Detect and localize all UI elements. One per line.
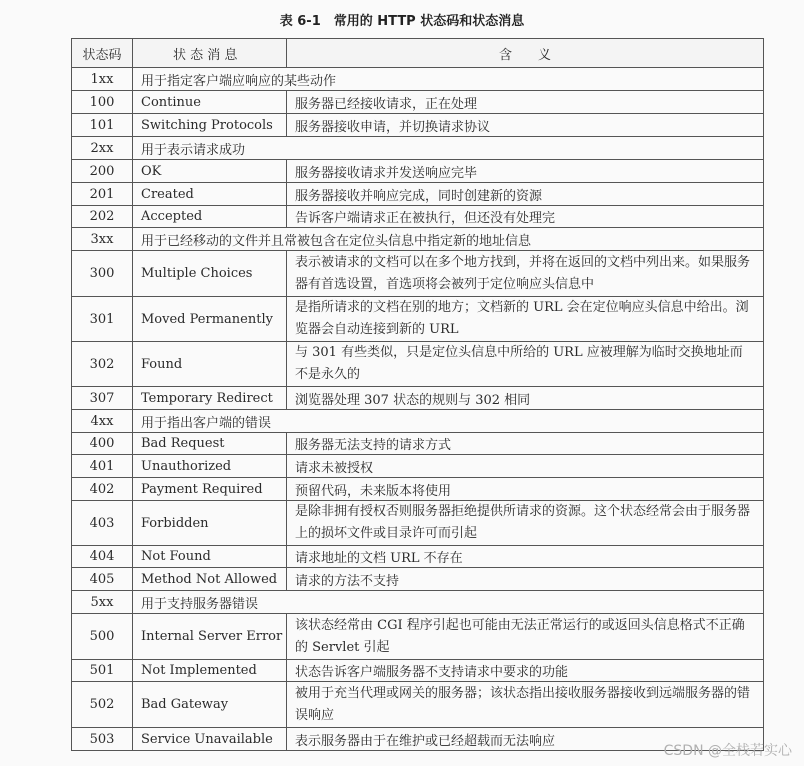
status-code-cell: 100 [72, 91, 133, 114]
header-meaning: 含 义 [287, 39, 764, 68]
status-code-cell: 402 [72, 478, 133, 501]
table-row [72, 614, 764, 660]
group-description: 用于已经移动的文件并且常被包含在定位头信息中指定新的地址信息 [133, 228, 764, 251]
status-code-cell: 200 [72, 160, 133, 183]
meaning-cell: 服务器接收申请，并切换请求协议 [287, 114, 764, 137]
group-code: 5xx [72, 591, 133, 614]
group-row-2xx [72, 137, 764, 160]
meaning-cell: 请求未被授权 [287, 455, 764, 478]
status-code-cell: 405 [72, 568, 133, 591]
meaning-cell: 是指所请求的文档在别的地方；文档新的 URL 会在定位响应头信息中给出。浏览器会自动连接到新的 URL [287, 297, 764, 342]
status-message-cell: Bad Request [133, 433, 287, 455]
status-code-cell: 501 [72, 660, 133, 682]
status-message-cell: Bad Gateway [133, 682, 287, 728]
table-row [72, 91, 764, 114]
table-row [72, 728, 764, 751]
group-row-1xx [72, 68, 764, 91]
status-code-table [71, 38, 764, 751]
meaning-cell: 表示服务器由于在维护或已经超载而无法响应 [287, 728, 764, 751]
status-code-cell: 101 [72, 114, 133, 137]
meaning-cell: 服务器无法支持的请求方式 [287, 433, 764, 455]
table-row [72, 568, 764, 591]
group-row-5xx [72, 591, 764, 614]
meaning-cell: 被用于充当代理或网关的服务器；该状态指出接收服务器接收到远端服务器的错误响应 [287, 682, 764, 728]
status-message-cell: Switching Protocols [133, 114, 287, 137]
status-code-cell: 307 [72, 387, 133, 410]
status-message-cell: Temporary Redirect [133, 387, 287, 410]
status-message-cell: Continue [133, 91, 287, 114]
table-row [72, 251, 764, 297]
meaning-cell: 该状态经常由 CGI 程序引起也可能由无法正常运行的或返回头信息格式不正确的 Servlet 引起 [287, 614, 764, 660]
status-message-cell: Multiple Choices [133, 251, 287, 297]
meaning-cell: 浏览器处理 307 状态的规则与 302 相同 [287, 387, 764, 410]
status-code-cell: 503 [72, 728, 133, 751]
meaning-cell: 预留代码，未来版本将使用 [287, 478, 764, 501]
status-message-cell: Accepted [133, 206, 287, 228]
table-row [72, 342, 764, 387]
status-code-cell: 302 [72, 342, 133, 387]
group-row-4xx [72, 410, 764, 433]
group-code: 1xx [72, 68, 133, 91]
status-code-cell: 400 [72, 433, 133, 455]
table-row [72, 682, 764, 728]
table-row [72, 297, 764, 342]
status-message-cell: OK [133, 160, 287, 183]
status-code-cell: 202 [72, 206, 133, 228]
table-row [72, 206, 764, 228]
status-code-cell: 500 [72, 614, 133, 660]
status-message-cell: Unauthorized [133, 455, 287, 478]
header-status-code: 状态码 [72, 39, 133, 68]
status-message-cell: Service Unavailable [133, 728, 287, 751]
group-row-3xx [72, 228, 764, 251]
table-row [72, 183, 764, 206]
table-row [72, 114, 764, 137]
meaning-cell: 服务器接收请求并发送响应完毕 [287, 160, 764, 183]
status-message-cell: Found [133, 342, 287, 387]
group-code: 3xx [72, 228, 133, 251]
meaning-cell: 请求的方法不支持 [287, 568, 764, 591]
meaning-cell: 表示被请求的文档可以在多个地方找到，并将在返回的文档中列出来。如果服务器有首选设置，首选项将会被列于定位响应头信息中 [287, 251, 764, 297]
table-row [72, 455, 764, 478]
table-body [72, 68, 764, 751]
meaning-cell: 告诉客户端请求正在被执行，但还没有处理完 [287, 206, 764, 228]
group-description: 用于表示请求成功 [133, 137, 764, 160]
meaning-cell: 服务器接收并响应完成，同时创建新的资源 [287, 183, 764, 206]
table-row [72, 546, 764, 568]
status-code-cell: 403 [72, 501, 133, 546]
status-message-cell: Not Found [133, 546, 287, 568]
table-row [72, 160, 764, 183]
status-message-cell: Internal Server Error [133, 614, 287, 660]
table-row [72, 433, 764, 455]
meaning-cell: 请求地址的文档 URL 不存在 [287, 546, 764, 568]
table-row [72, 660, 764, 682]
table-row [72, 478, 764, 501]
status-message-cell: Not Implemented [133, 660, 287, 682]
status-message-cell: Created [133, 183, 287, 206]
status-code-cell: 301 [72, 297, 133, 342]
status-code-cell: 404 [72, 546, 133, 568]
group-description: 用于支持服务器错误 [133, 591, 764, 614]
status-code-cell: 502 [72, 682, 133, 728]
csdn-watermark: CSDN @全栈若实心 [663, 743, 792, 759]
status-code-cell: 300 [72, 251, 133, 297]
status-message-cell: Forbidden [133, 501, 287, 546]
table-header-row [72, 39, 764, 68]
table-row [72, 501, 764, 546]
group-code: 2xx [72, 137, 133, 160]
table-caption: 表 6-1 常用的 HTTP 状态码和状态消息 [279, 14, 525, 29]
status-message-cell: Moved Permanently [133, 297, 287, 342]
meaning-cell: 服务器已经接收请求，正在处理 [287, 91, 764, 114]
header-status-message: 状 态 消 息 [133, 39, 287, 68]
status-message-cell: Payment Required [133, 478, 287, 501]
status-message-cell: Method Not Allowed [133, 568, 287, 591]
table-row [72, 387, 764, 410]
group-description: 用于指出客户端的错误 [133, 410, 764, 433]
meaning-cell: 与 301 有些类似，只是定位头信息中所给的 URL 应被理解为临时交换地址而不是永久的 [287, 342, 764, 387]
group-description: 用于指定客户端应响应的某些动作 [133, 68, 764, 91]
meaning-cell: 是除非拥有授权否则服务器拒绝提供所请求的资源。这个状态经常会由于服务器上的损坏文件或目录许可而引起 [287, 501, 764, 546]
meaning-cell: 状态告诉客户端服务器不支持请求中要求的功能 [287, 660, 764, 682]
status-code-cell: 201 [72, 183, 133, 206]
group-code: 4xx [72, 410, 133, 433]
status-code-cell: 401 [72, 455, 133, 478]
